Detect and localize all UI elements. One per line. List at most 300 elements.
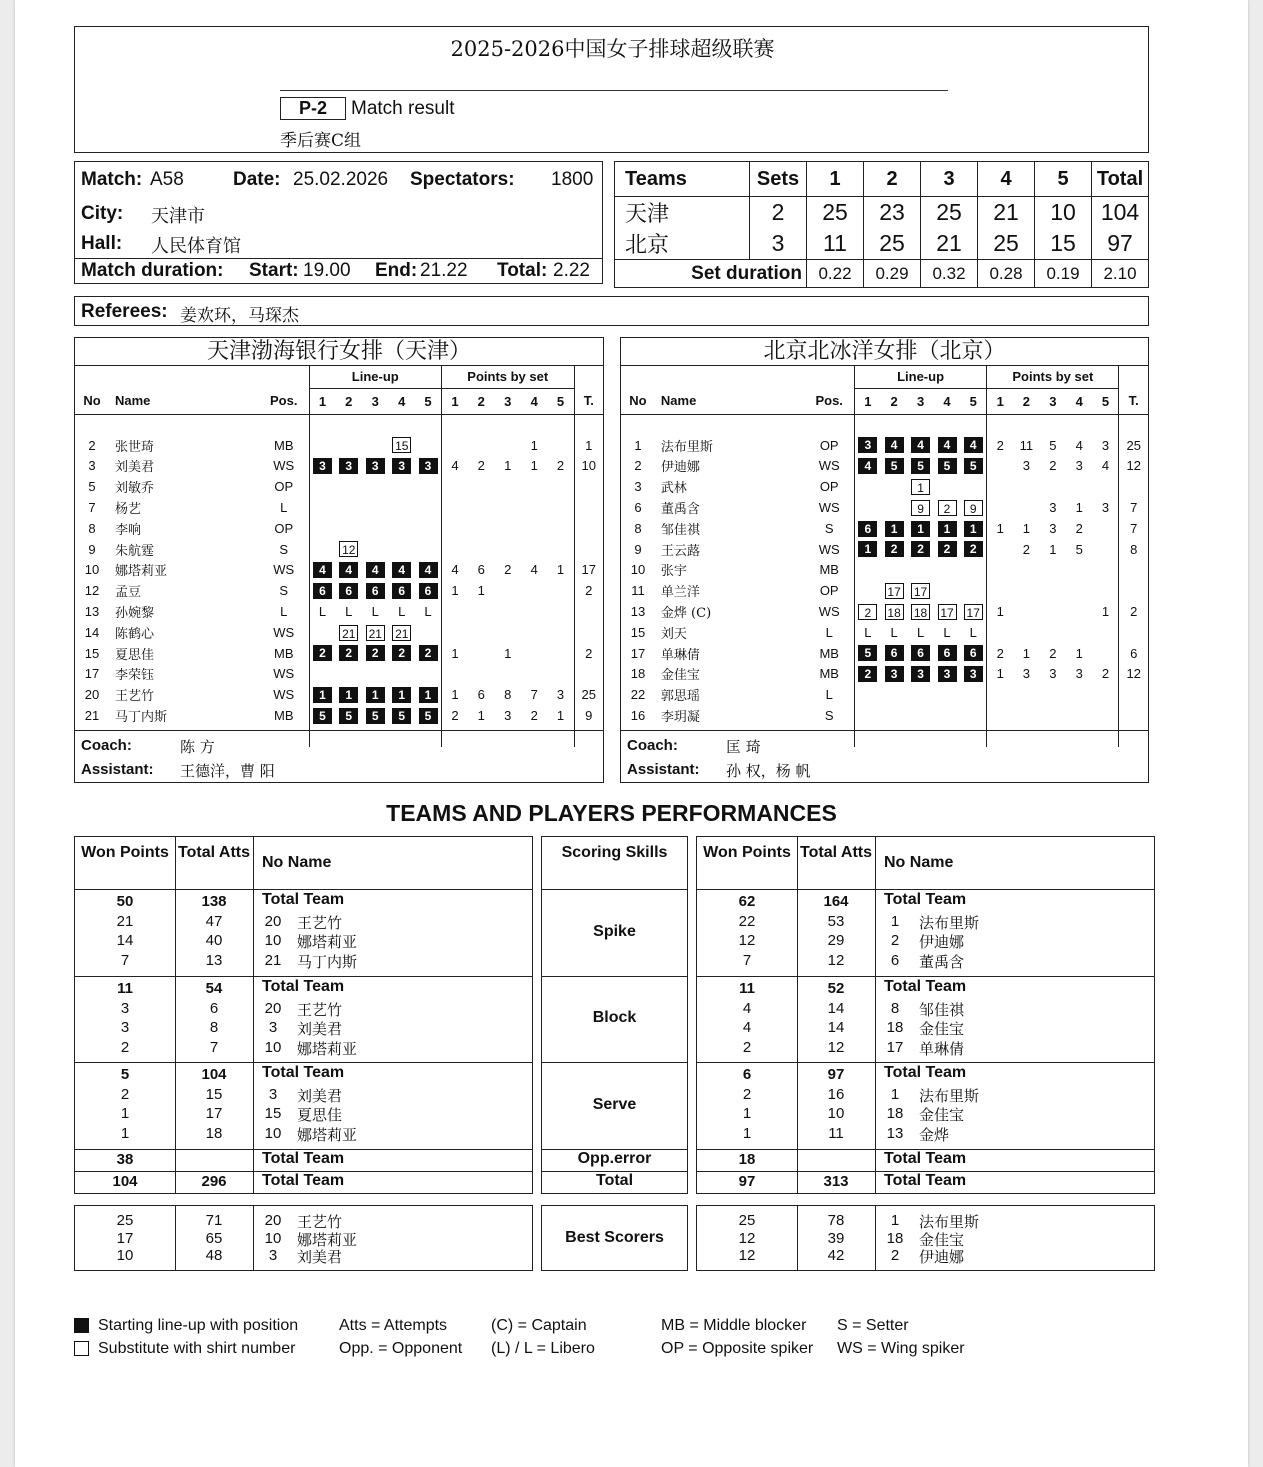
player-number: 10	[84, 562, 100, 578]
set-points	[495, 476, 522, 497]
points-set-header: 3	[495, 388, 522, 414]
legend-item: Substitute with shirt number	[98, 1340, 296, 1357]
starting-position-box: 6	[313, 583, 332, 599]
lineup-cell	[960, 622, 986, 643]
set-points	[987, 456, 1013, 477]
player-atts: 14	[827, 1019, 845, 1036]
starting-position-box: 2	[392, 645, 411, 661]
starting-position-box: 5	[858, 645, 877, 661]
player-row	[75, 664, 603, 685]
set-points	[548, 518, 575, 539]
set-points: 2	[987, 435, 1013, 456]
lineup-cell	[389, 539, 416, 560]
player-position: L	[280, 500, 288, 516]
player-total-points	[574, 539, 603, 560]
player-name: 董禹含	[919, 952, 965, 971]
set-points: 1	[1075, 645, 1083, 661]
player-row	[621, 622, 1148, 643]
set-points	[442, 476, 469, 497]
starting-position-box: 2	[964, 541, 983, 557]
lineup-cell	[907, 456, 933, 477]
lineup-cell	[854, 580, 880, 601]
player-position: WS	[273, 666, 295, 682]
player-name: 刘敏乔	[115, 481, 155, 497]
coach-name: 陈 方	[180, 738, 215, 756]
points-set-header: 2	[1013, 388, 1039, 414]
player-number: 10	[264, 1124, 282, 1142]
lineup-cell	[907, 664, 933, 685]
player-position: S	[279, 583, 289, 599]
legend-item: OP = Opposite spiker	[661, 1340, 814, 1357]
player-name: 王艺竹	[297, 913, 343, 932]
set-points: 3	[1075, 458, 1083, 474]
lineup-cell	[336, 560, 363, 581]
points-set-header: 1	[987, 388, 1013, 414]
player-number: 13	[84, 604, 100, 620]
teams-header: Teams	[615, 162, 750, 197]
player-row	[75, 518, 603, 539]
set-points	[521, 518, 548, 539]
player-row	[621, 643, 1148, 664]
player-position: WS	[818, 458, 840, 474]
libero-mark: L	[916, 624, 925, 640]
lineup-cell	[309, 684, 336, 705]
set-points	[1066, 705, 1092, 726]
set-points: 1	[987, 601, 1013, 622]
player-atts: 29	[827, 932, 845, 949]
set-points	[987, 580, 1013, 601]
player-number: 10	[630, 562, 646, 578]
player-name: 金烨 (C)	[660, 606, 712, 622]
player-name: 法布里斯	[919, 1086, 980, 1105]
roster-blank	[75, 366, 309, 388]
best-scorers-label: Best Scorers	[565, 1229, 664, 1246]
lineup-cell	[854, 643, 880, 664]
lineup-cell	[415, 705, 442, 726]
player-total-points: 2	[574, 580, 603, 601]
column-divider	[253, 1206, 254, 1270]
lineup-cell	[389, 580, 416, 601]
set-points	[548, 435, 575, 456]
row-divider	[75, 889, 532, 890]
player-name: 夏思佳	[297, 1106, 343, 1124]
player-total-points: 17	[574, 560, 603, 581]
best-scorer-points: 25	[738, 1212, 756, 1229]
score-team-name: 北京	[615, 228, 750, 260]
lineup-cell	[415, 456, 442, 477]
set-points: 1	[442, 684, 469, 705]
player-name: 娜塔莉亚	[115, 564, 168, 580]
column-divider	[875, 1206, 876, 1270]
lineup-cell	[907, 435, 933, 456]
no-header: No	[75, 388, 109, 414]
lineup-cell	[934, 497, 960, 518]
player-name: 单琳倩	[660, 647, 700, 663]
set-points	[521, 539, 548, 560]
player-row	[75, 580, 603, 601]
end-value: 21.22	[420, 260, 468, 281]
row-divider	[75, 976, 532, 977]
player-number: 3	[268, 1085, 278, 1103]
substitute-number-box: 17	[911, 583, 930, 599]
player-position: OP	[819, 437, 839, 453]
set-points: 1	[477, 583, 485, 599]
lineup-cell	[362, 664, 389, 685]
roster-spacer	[621, 414, 1148, 435]
player-total-points	[1119, 705, 1148, 726]
lineup-cell	[907, 476, 933, 497]
pos-header: Pos.	[805, 388, 855, 414]
best-scorer-points: 12	[738, 1247, 756, 1264]
substitute-number-box: 1	[911, 479, 930, 495]
player-number: 5	[88, 479, 96, 495]
player-name: 张宇	[660, 564, 687, 580]
starting-position-box: 3	[366, 458, 385, 474]
lineup-cell	[389, 456, 416, 477]
set-points: 2	[1101, 666, 1110, 682]
set-points	[1066, 622, 1092, 643]
set-points: 3	[556, 687, 565, 703]
set-points	[548, 539, 575, 560]
player-position: OP	[274, 479, 294, 495]
player-number: 1	[890, 912, 900, 930]
lineup-cell	[336, 435, 363, 456]
set-points	[442, 435, 469, 456]
coach-name: 匡 琦	[726, 738, 761, 756]
total-duration-value: 2.22	[553, 260, 590, 281]
player-number: 3	[634, 479, 642, 495]
player-number: 9	[88, 541, 96, 557]
best-scorer-name: 娜塔莉亚	[297, 1230, 358, 1249]
lineup-cell	[934, 684, 960, 705]
player-row	[621, 684, 1148, 705]
date-label: Date:	[233, 169, 281, 190]
set-points	[548, 476, 575, 497]
set-points	[1040, 580, 1066, 601]
player-row	[621, 560, 1148, 581]
lineup-cell	[362, 456, 389, 477]
player-row	[75, 456, 603, 477]
lineup-cell	[854, 622, 880, 643]
score-total: 104	[1100, 199, 1140, 225]
set-points: 3	[1049, 500, 1057, 516]
lineup-cell	[389, 518, 416, 539]
set-points: 6	[477, 687, 485, 703]
starting-position-box: 4	[938, 437, 957, 453]
player-number: 15	[84, 645, 100, 661]
player-position: WS	[273, 624, 295, 640]
column-divider	[253, 837, 254, 1193]
best-scorer-number: 20	[264, 1212, 282, 1229]
roster-blank	[309, 414, 442, 435]
lineup-cell	[336, 622, 363, 643]
set-points	[548, 497, 575, 518]
roster-spacer	[75, 414, 603, 435]
player-number: 17	[886, 1038, 904, 1056]
set-points: 1	[442, 643, 469, 664]
player-name: 孙婉黎	[115, 606, 155, 622]
phase-label: 季后赛C组	[280, 131, 362, 151]
row-divider	[542, 976, 687, 977]
player-total-points	[1119, 560, 1148, 581]
opp-error-points: 38	[116, 1151, 134, 1168]
total-team-label: Total Team	[884, 1150, 967, 1167]
lineup-cell	[389, 497, 416, 518]
substitute-number-box: 9	[911, 500, 930, 516]
player-name: 娜塔莉亚	[297, 933, 358, 951]
player-name: 王艺竹	[297, 1000, 343, 1019]
set-points	[521, 580, 548, 601]
spectators-label: Spectators:	[410, 169, 515, 190]
player-number: 9	[634, 541, 642, 557]
team-won-points: 6	[742, 1066, 752, 1083]
set-points: 1	[530, 437, 538, 453]
points-set-header: 4	[1066, 388, 1092, 414]
team-total-atts: 52	[827, 980, 845, 997]
lineup-cell	[389, 622, 416, 643]
set-points: 3	[1049, 520, 1057, 536]
player-name: 张世琦	[115, 439, 155, 455]
total-points-header: T.	[1119, 388, 1148, 414]
legend-item: Atts = Attempts	[339, 1317, 448, 1334]
player-total-points	[1119, 476, 1148, 497]
player-atts: 13	[205, 951, 223, 969]
starting-position-box: 5	[911, 458, 930, 474]
player-total-points: 12	[1119, 664, 1148, 685]
player-number: 16	[630, 708, 646, 724]
lineup-cell	[415, 601, 442, 622]
lineup-cell	[934, 539, 960, 560]
points-by-set-header: Points by set	[442, 366, 575, 388]
set-points	[495, 539, 522, 560]
set-points	[1040, 622, 1066, 643]
starting-position-box: 4	[313, 562, 332, 578]
player-name: 单琳倩	[919, 1039, 965, 1058]
lineup-set-header: 5	[960, 388, 986, 414]
lineup-cell	[960, 643, 986, 664]
lineup-cell	[362, 622, 389, 643]
hall-value: 人民体育馆	[151, 236, 241, 257]
row-divider	[542, 1062, 687, 1063]
player-position: OP	[274, 520, 294, 536]
player-total-points: 25	[574, 684, 603, 705]
player-number: 21	[84, 708, 100, 724]
set-points: 4	[442, 456, 469, 477]
referees-label: Referees:	[81, 301, 168, 322]
player-atts: 17	[205, 1105, 223, 1122]
team-total-atts: 54	[205, 980, 223, 997]
team-a-roster	[74, 337, 604, 783]
player-name: 娜塔莉亚	[297, 1125, 358, 1144]
set-points	[1013, 601, 1039, 622]
player-name: 刘美君	[115, 460, 155, 476]
lineup-cell	[336, 518, 363, 539]
player-won-points: 2	[742, 1085, 752, 1103]
player-position: MB	[274, 645, 294, 661]
best-scorer-atts: 48	[205, 1247, 223, 1264]
team-total-atts: 104	[201, 1066, 227, 1083]
set-points	[548, 601, 575, 622]
points-set-header: 3	[1040, 388, 1066, 414]
lineup-cell	[362, 601, 389, 622]
starting-position-box: 4	[419, 562, 438, 578]
legend-item: Opp. = Opponent	[339, 1340, 463, 1357]
starting-position-box: 4	[366, 562, 385, 578]
substitute-number-box: 17	[885, 583, 904, 599]
set-points	[495, 497, 522, 518]
legend	[74, 1316, 1174, 1366]
match-label: Match:	[81, 169, 143, 190]
points-set-header: 1	[442, 388, 469, 414]
roster-blank	[987, 414, 1119, 435]
player-number: 15	[630, 624, 646, 640]
substitute-number-box: 12	[339, 541, 358, 557]
lineup-cell	[309, 435, 336, 456]
lineup-cell	[960, 476, 986, 497]
player-name: 王艺竹	[115, 689, 155, 705]
set-points: 8	[504, 687, 512, 703]
set-points	[1013, 580, 1039, 601]
player-won-points: 3	[120, 1019, 130, 1036]
lineup-cell	[415, 684, 442, 705]
player-position: WS	[818, 604, 840, 620]
player-row	[75, 643, 603, 664]
set-points	[468, 601, 495, 622]
roster-table	[75, 366, 603, 747]
starting-position-box: 2	[911, 541, 930, 557]
best-scorer-number: 18	[886, 1229, 904, 1247]
set-points	[468, 643, 495, 664]
player-number: 10	[264, 1038, 282, 1056]
lineup-cell	[881, 601, 907, 622]
set-duration: 0.19	[1035, 260, 1092, 288]
team-b-best-scorers	[696, 1205, 1155, 1271]
best-scorer-number: 2	[890, 1247, 900, 1264]
team-won-points: 62	[738, 893, 756, 910]
lineup-cell	[881, 622, 907, 643]
score-set: 15	[1035, 228, 1092, 260]
set-points: 7	[530, 687, 538, 703]
lineup-cell	[362, 539, 389, 560]
set-points	[468, 664, 495, 685]
starting-position-box: 6	[339, 583, 358, 599]
player-total-points: 12	[1119, 456, 1148, 477]
score-set: 21	[921, 228, 978, 260]
lineup-cell	[415, 643, 442, 664]
lineup-cell	[309, 497, 336, 518]
player-total-points: 9	[574, 705, 603, 726]
score-row-team-b	[615, 228, 1149, 260]
player-row	[621, 705, 1148, 726]
set-points	[468, 476, 495, 497]
starting-position-box: 3	[339, 458, 358, 474]
best-scorer-name: 王艺竹	[297, 1213, 343, 1231]
player-name: 娜塔莉亚	[297, 1039, 358, 1058]
points-set-header: 4	[521, 388, 548, 414]
player-row	[621, 435, 1148, 456]
set-points: 2	[987, 643, 1013, 664]
player-position: MB	[819, 562, 839, 578]
match-date: 25.02.2026	[293, 169, 389, 190]
set-points	[495, 664, 522, 685]
points-set-header: 2	[468, 388, 495, 414]
set3-header: 3	[921, 162, 978, 197]
set-points: 3	[1101, 500, 1110, 516]
starting-position-box: 1	[858, 541, 877, 557]
player-name: 郭思瑶	[660, 689, 700, 705]
roster-blank	[1119, 366, 1148, 388]
substitute-number-box: 18	[911, 604, 930, 620]
player-total-points: 6	[1119, 643, 1148, 664]
player-row	[75, 539, 603, 560]
player-number: 3	[268, 1019, 278, 1036]
player-number: 2	[634, 458, 642, 474]
lineup-cell	[362, 580, 389, 601]
row-divider	[542, 889, 687, 890]
substitute-number-box: 21	[339, 625, 358, 641]
lineup-cell	[336, 476, 363, 497]
starting-position-box: 4	[964, 437, 983, 453]
lineup-cell	[336, 684, 363, 705]
opp-error-label: Opp.error	[577, 1150, 652, 1167]
set-points	[548, 622, 575, 643]
score-set: 25	[807, 197, 864, 229]
lineup-cell	[415, 497, 442, 518]
best-scorer-points: 17	[116, 1229, 134, 1247]
row-divider	[75, 1062, 532, 1063]
starting-position-box: 1	[392, 687, 411, 703]
start-value: 19.00	[303, 260, 351, 281]
lineup-cell	[934, 518, 960, 539]
player-position: WS	[818, 541, 840, 557]
match-number: A58	[150, 169, 184, 190]
starting-position-box: 5	[885, 458, 904, 474]
roster-header-row	[621, 388, 1148, 414]
lineup-cell	[960, 580, 986, 601]
score-set: 21	[978, 197, 1035, 229]
set-points	[1066, 476, 1092, 497]
set-points	[1013, 622, 1039, 643]
starting-position-box: 2	[313, 645, 332, 661]
team-total-atts: 138	[201, 893, 227, 910]
total-team-label: Total Team	[262, 1172, 345, 1189]
player-number: 8	[634, 520, 642, 536]
lineup-cell	[960, 560, 986, 581]
set-points	[1040, 476, 1066, 497]
best-scorer-points: 25	[116, 1212, 134, 1229]
best-scorer-atts: 71	[205, 1212, 223, 1229]
lineup-cell	[309, 664, 336, 685]
substitute-number-box: 21	[366, 625, 385, 641]
grand-total-won: 104	[112, 1173, 138, 1190]
set-points: 2	[1022, 541, 1030, 557]
player-name: 刘天	[660, 626, 687, 642]
scores-header-row	[615, 162, 1149, 197]
starting-position-box: 5	[964, 458, 983, 474]
set-points	[1040, 705, 1066, 726]
player-name: 邹佳祺	[660, 522, 700, 538]
starting-position-box: 3	[885, 666, 904, 682]
set-points	[468, 497, 495, 518]
set-points	[987, 539, 1013, 560]
lineup-header: Line-up	[854, 366, 986, 388]
player-position: L	[825, 624, 833, 640]
lineup-cell	[415, 476, 442, 497]
team-title: 天津渤海银行女排（天津）	[75, 338, 603, 366]
player-row	[75, 435, 603, 456]
set-points	[1013, 705, 1039, 726]
lineup-cell	[854, 601, 880, 622]
